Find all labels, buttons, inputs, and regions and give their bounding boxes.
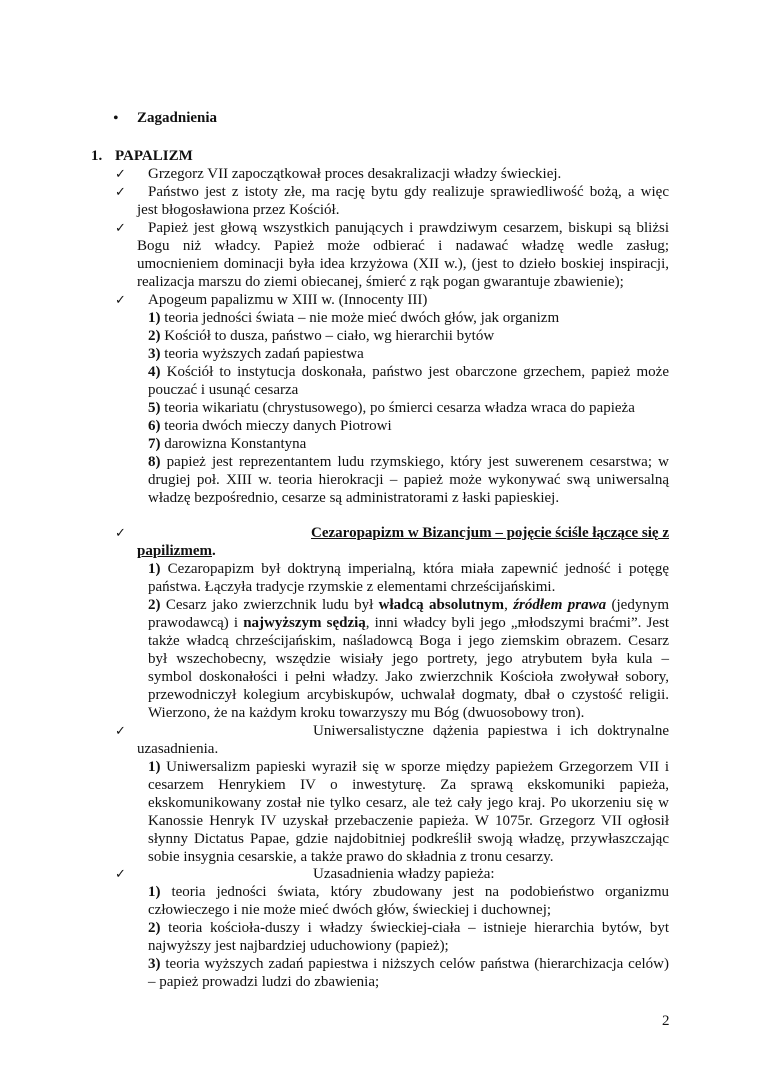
list-item: 1) Cezaropapizm był doktryną imperialną, która miała zapewnić jedność i potęgę: [148, 561, 669, 577]
list-item-continued: Kanossie Henryk IV uzyskał przebaczenie papieża. W 1075r. Grzegorz VII ogłosił: [148, 813, 669, 829]
uniwersalizm-heading: Uniwersalistyczne dążenia papiestwa i ich doktrynalne: [313, 723, 669, 739]
paragraph-2-line-1: Państwo jest z istoty złe, ma rację bytu gdy realizuje sprawiedliwość bożą, a więc: [148, 184, 669, 200]
checkmark-icon: ✓: [115, 526, 126, 541]
checkmark-icon: ✓: [115, 185, 126, 200]
list-item-continued: sobie insygnia cesarskie, a także prawo do składnia z tronu cesarzy.: [148, 849, 554, 865]
paragraph-3-line-4: realizacja marszu do ziemi obiecanej, śmierć z rąk pogan gwarantuje zbawienie);: [137, 274, 624, 290]
checkmark-icon: ✓: [115, 167, 126, 182]
list-item-continued: pouczać i usunąć cesarza: [148, 382, 299, 398]
paragraph-4-intro: Apogeum papalizmu w XIII w. (Innocenty III): [148, 292, 428, 308]
section-heading: PAPALIZM: [115, 148, 193, 164]
list-item-continued: – papież prowadzi ludzi do zbawienia;: [148, 974, 380, 990]
paragraph-3-line-2: Bogu niż władcy. Papież może odbierać i nadawać władzę wedle zasług;: [137, 238, 669, 254]
title: Zagadnienia: [137, 110, 218, 126]
list-item-continued: najwyższy jest najbardziej uduchowiony (papież);: [148, 938, 449, 954]
list-item-continued: słynny Dictatus Papae, gdzie najdobitniej podkreślił swoją władzę, przywłaszczając: [148, 831, 669, 847]
checkmark-icon: ✓: [115, 724, 126, 739]
list-item: 5) teoria wikariatu (chrystusowego), po śmierci cesarza władza wraca do papieża: [148, 400, 635, 416]
list-item-continued: ekskomunikowany został nie tylko cesarz, ale też cały jego kraj. Po ukorzeniu się w: [148, 795, 669, 811]
list-item-continued: także władcą chrześcijańskim, naśladowcą Boga i jego ziemskim obrazem. Cesarz: [148, 633, 669, 649]
list-item: 1) teoria jedności świata – nie może mieć dwóch głów, jak organizm: [148, 310, 560, 326]
list-item: 4) Kościół to instytucja doskonała, państwo jest obarczone grzechem, papież może: [148, 364, 669, 380]
list-item: 1) Uniwersalizm papieski wyraził się w sporze między papieżem Grzegorzem VII i: [148, 759, 669, 775]
checkmark-icon: ✓: [115, 867, 126, 882]
paragraph-3-line-3: umocnieniem dominacji była idea krzyżowa (XII w.), (jest to dzieło boskiej inspiracji,: [137, 256, 669, 272]
list-item-continued: cesarzem Henrykiem IV o inwestyturę. Za sprawą ekskomuniki papieża,: [148, 777, 669, 793]
list-item: 3) teoria wyższych zadań papiestwa: [148, 346, 364, 362]
list-item-continued: władzę bezpośrednio, cesarze są administratorami z łaski papieskiej.: [148, 490, 560, 506]
list-item-continued: prawodawcą) i najwyższym sędzią, inni władcy byli jego „młodszymi braćmi”. Jest: [148, 615, 669, 631]
bullet-icon: •: [113, 110, 119, 127]
cezaropapizm-heading-end: papilizmem.: [137, 543, 216, 559]
list-item: 2) teoria kościoła-duszy i władzy świeckiej-ciała – istnieje hierarchia bytów, byt: [148, 920, 669, 936]
checkmark-icon: ✓: [115, 293, 126, 308]
checkmark-icon: ✓: [115, 221, 126, 236]
cezaropapizm-heading: Cezaropapizm w Bizancjum – pojęcie ściśle łączące się z: [311, 525, 669, 541]
list-item: 2) Kościół to dusza, państwo – ciało, wg hierarchii bytów: [148, 328, 495, 344]
uniwersalizm-heading-end: uzasadnienia.: [137, 741, 219, 757]
list-item-continued: był wszechobecny, wszędzie wisiały jego portrety, jego atrybutem była kula –: [148, 651, 669, 667]
section-number: 1.: [91, 148, 103, 164]
uzasadnienia-heading: Uzasadnienia władzy papieża:: [313, 866, 495, 882]
list-item: 6) teoria dwóch mieczy danych Piotrowi: [148, 418, 392, 434]
list-item: 8) papież jest reprezentantem ludu rzymskiego, który jest suwerenem cesarstwa; w: [148, 454, 669, 470]
list-item-continued: państwa. Łączyła tradycje rzymskie z elementami chrześcijańskimi.: [148, 579, 556, 595]
list-item-continued: drugiej poł. XIII w. teoria hierokracji – papież może wykonywać swą uniwersalną: [148, 472, 669, 488]
list-item: 2) Cesarz jako zwierzchnik ludu był władcą absolutnym, źródłem prawa (jedynym: [148, 597, 670, 613]
list-item-continued: symbol doskonałości i pełni władzy. Jako zwierzchnik Kościoła zwoływał sobory,: [148, 669, 669, 685]
list-item: 3) teoria wyższych zadań papiestwa i niższych celów państwa (hierarchizacja celów): [148, 956, 669, 972]
paragraph-2-line-2: jest błogosławiona przez Kościół.: [137, 202, 340, 218]
paragraph-1: Grzegorz VII zapoczątkował proces desakralizacji władzy świeckiej.: [148, 166, 562, 182]
list-item-continued: przewodniczył kolegium arcybiskupów, uchwalał dogmaty, dbał o czystość religii.: [148, 687, 669, 703]
list-item-continued: Wierzono, że na każdym kroku towarzyszy mu Bóg (dwuosobowy tron).: [148, 705, 585, 721]
page-number: 2: [662, 1013, 670, 1029]
paragraph-3-line-1: Papież jest głową wszystkich panujących i prawdziwym cesarzem, biskupi są bliżsi: [148, 220, 669, 236]
list-item: 7) darowizna Konstantyna: [148, 436, 307, 452]
list-item-continued: człowieczego i nie może mieć dwóch głów, świeckiej i duchownej;: [148, 902, 552, 918]
list-item: 1) teoria jedności świata, który zbudowany jest na podobieństwo organizmu: [148, 884, 669, 900]
